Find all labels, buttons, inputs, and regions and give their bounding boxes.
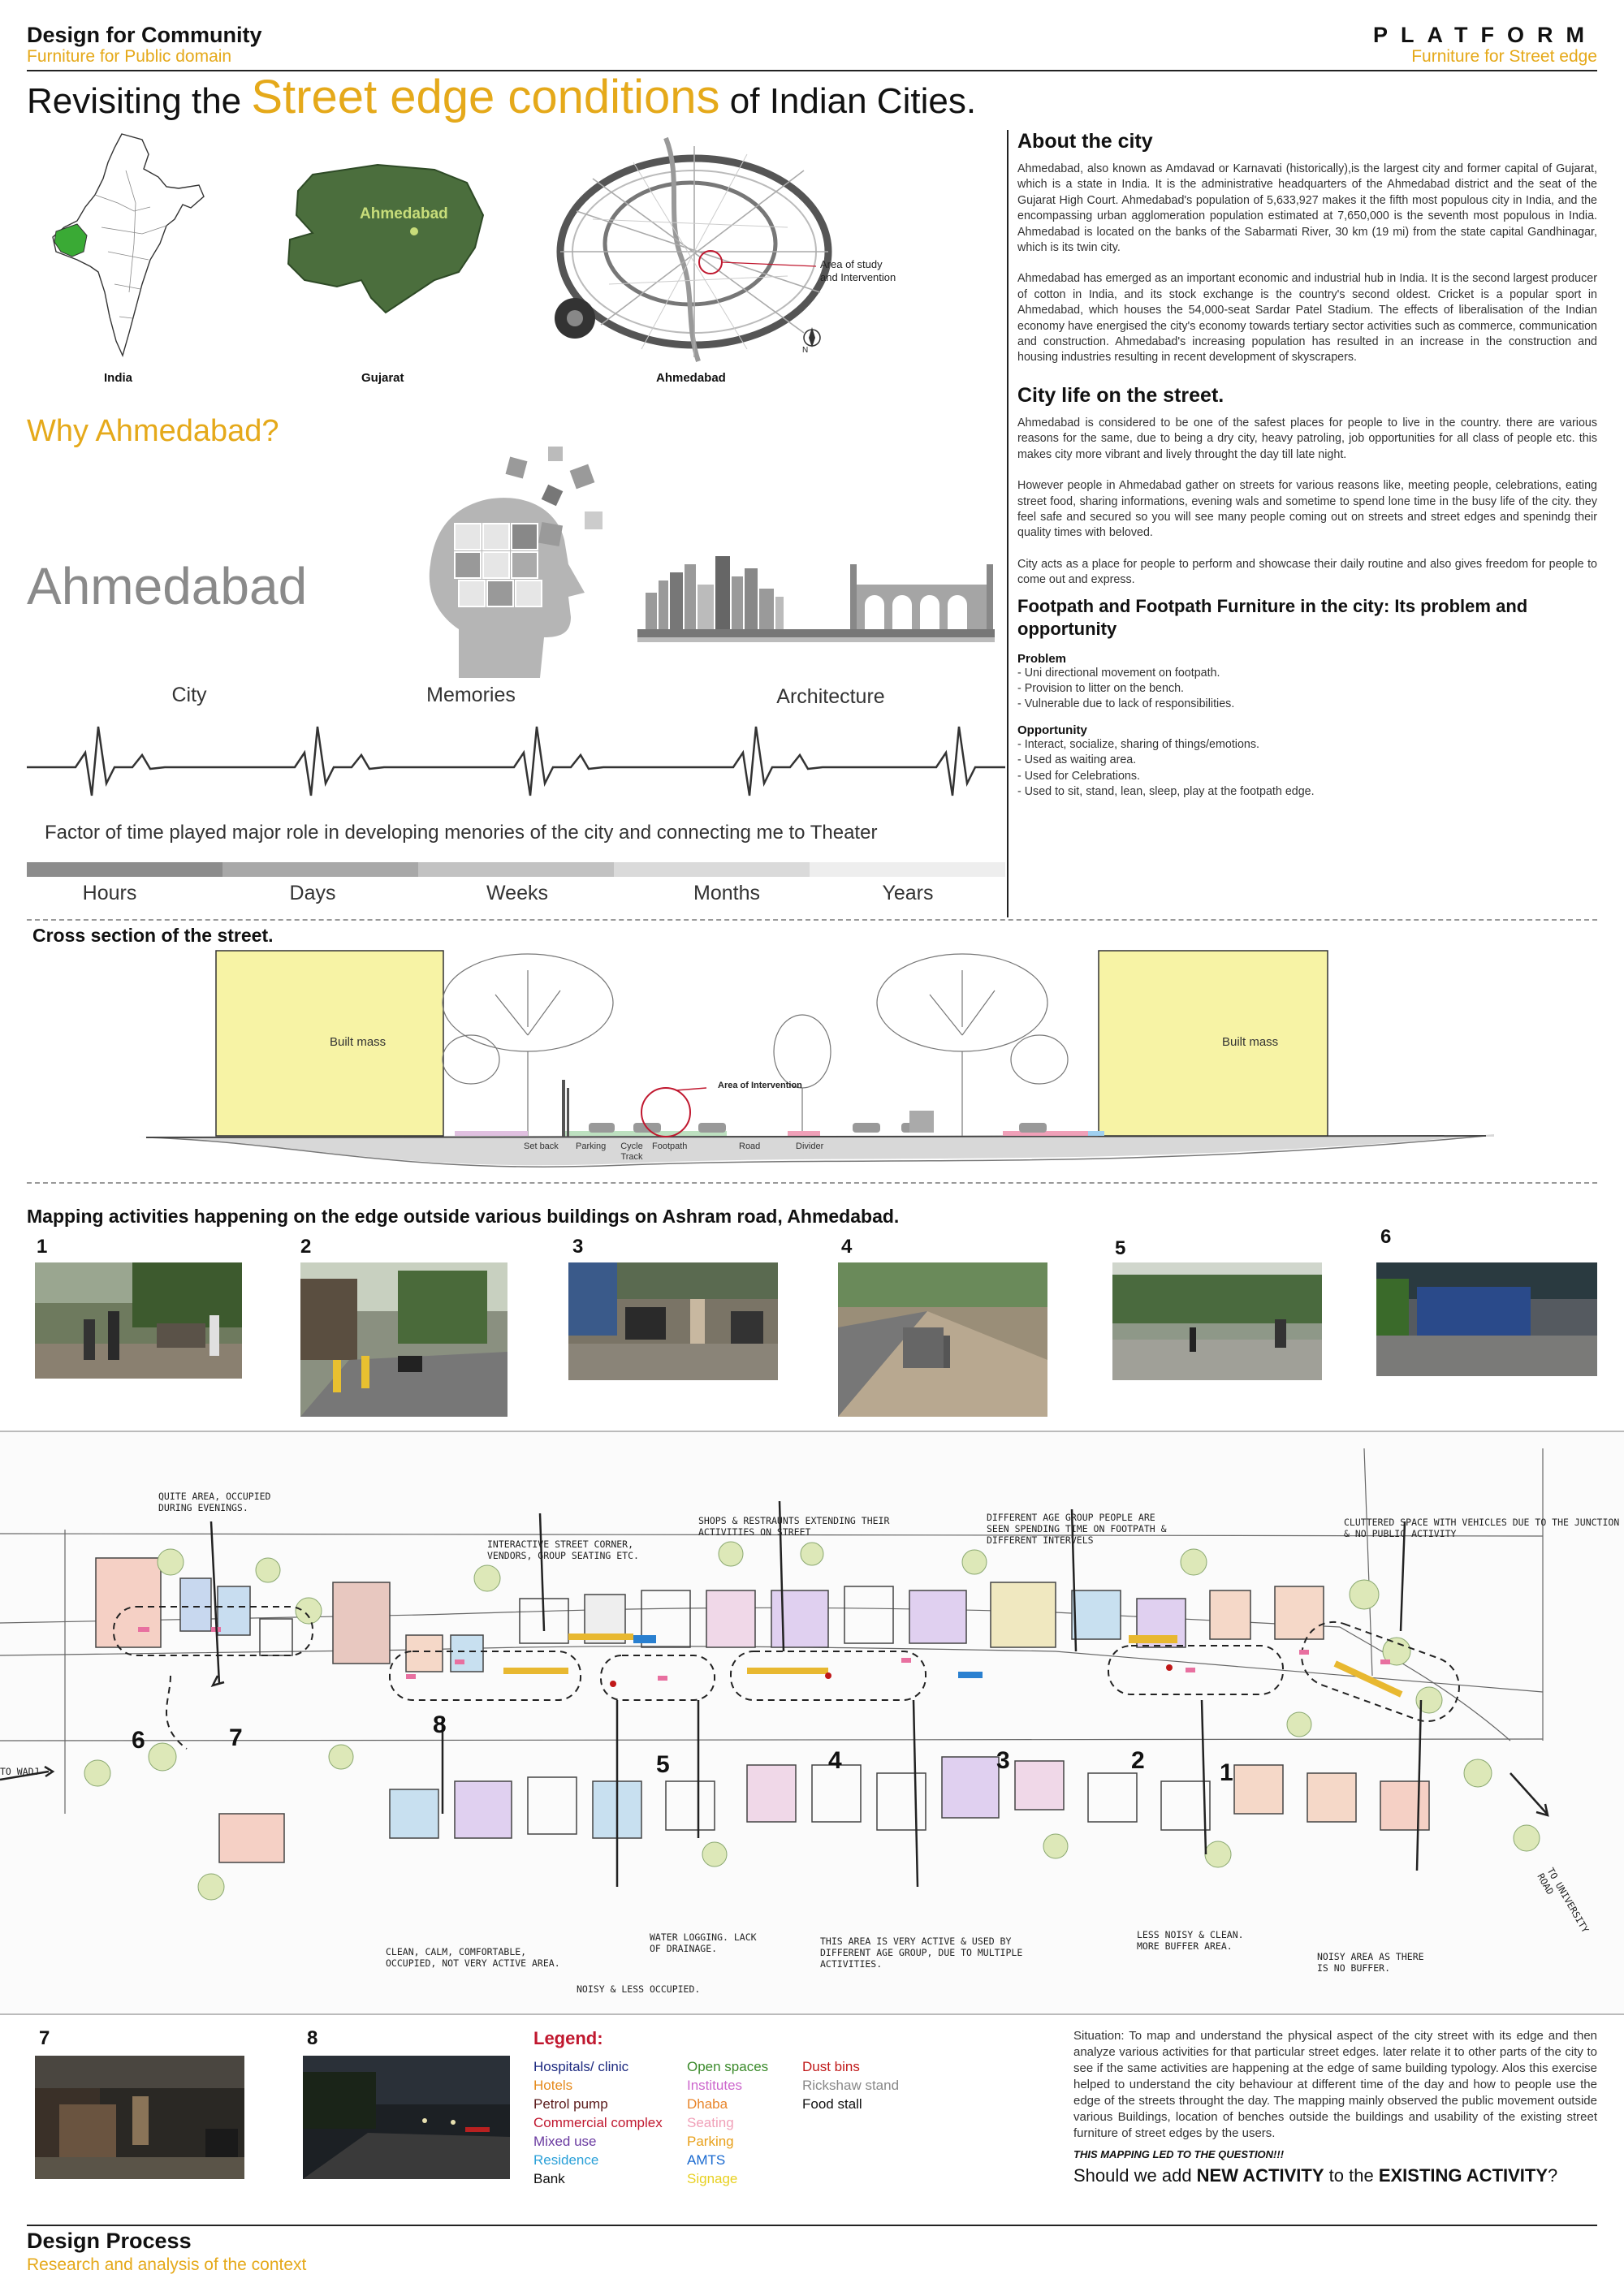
- arrow-label-university-road: TO UNIVERSITY ROAD: [1535, 1866, 1592, 1935]
- question-part-3: ?: [1548, 2165, 1558, 2186]
- header-right-subtitle: Furniture for Street edge: [1411, 47, 1597, 66]
- gujarat-map: [280, 158, 491, 321]
- legend-parking: Parking: [687, 2134, 734, 2149]
- legend-col-2: [687, 2057, 768, 2188]
- legend-open-spaces: Open spaces: [687, 2059, 769, 2074]
- problem-item-2: - Provision to litter on the bench.: [1017, 681, 1185, 695]
- photo-1: [35, 1262, 242, 1379]
- time-segment-weeks: [418, 862, 614, 877]
- legend-petrol-pump: Petrol pump: [533, 2096, 608, 2112]
- right-column: [1017, 130, 1597, 800]
- headline-post: of Indian Cities.: [729, 81, 977, 121]
- opportunity-item-2: - Used as waiting area.: [1017, 753, 1137, 767]
- question-existing-activity: EXISTING ACTIVITY: [1378, 2165, 1548, 2186]
- legend-signage: Signage: [687, 2171, 738, 2186]
- ahmedabad-map: [544, 130, 853, 365]
- headline: [27, 70, 976, 124]
- photo-number-8: 8: [307, 2027, 318, 2049]
- photo-number-1: 1: [37, 1236, 48, 1258]
- situation-text: Situation: To map and understand the physical aspect of the city street with its edge and then analyze various activities for that particular street edges. later relate it to other parts of the city to see if the same activities are happening at the edge of same building typology. Alos this exercise helped to understand the city behaviour at different time of the day and how to people use the edge of the streets throught the day. The mapping mainly observed the public movement outside various Buildings, location of benches outside the buildings and usability of the existing street furniture of street edges by the users.: [1073, 2029, 1597, 2140]
- zone-number-4: 4: [828, 1747, 842, 1774]
- mapping-title: Mapping activities happening on the edge outside various buildings on Ashram road, Ahmedabad.: [27, 1206, 900, 1227]
- legend-commercial: Commercial complex: [533, 2115, 663, 2130]
- area-of-intervention-label: Area of Intervention: [718, 1081, 802, 1090]
- legend-food-stall: Food stall: [802, 2096, 862, 2112]
- opportunity-item-3: - Used for Celebrations.: [1017, 769, 1140, 783]
- sketch-note-water-logging: WATER LOGGING. LACK OF DRAINAGE.: [650, 1931, 757, 1954]
- headline-pre: Revisiting the: [27, 81, 242, 121]
- right-column-divider: [1007, 130, 1009, 917]
- zone-number-7: 7: [229, 1724, 243, 1751]
- cross-section-drawing: [138, 946, 1494, 1169]
- problem-title: Problem: [1017, 651, 1067, 666]
- header-left-title: Design for Community: [27, 23, 262, 47]
- gujarat-city-label: Ahmedabad: [360, 205, 448, 222]
- opportunity-item-1: - Interact, socialize, sharing of things/emotions.: [1017, 737, 1259, 751]
- section-label-road: Road: [739, 1142, 761, 1151]
- photo-6: [1376, 1262, 1597, 1376]
- heartbeat-line: [27, 719, 1005, 800]
- header-left-subtitle: Furniture for Public domain: [27, 47, 232, 66]
- time-label-weeks: Weeks: [486, 882, 548, 904]
- zone-number-6: 6: [132, 1727, 145, 1754]
- built-mass-right: Built mass: [1222, 1035, 1279, 1049]
- section-label-setback: Set back: [524, 1142, 559, 1151]
- footpath-title: Footpath and Footpath Furniture in the city: Its problem and opportunity: [1017, 595, 1528, 639]
- time-label-hours: Hours: [82, 882, 137, 904]
- zone-number-2: 2: [1131, 1747, 1145, 1774]
- why-title: Why Ahmedabad?: [27, 414, 279, 448]
- footer-subtitle: Research and analysis of the context: [27, 2255, 307, 2274]
- divider-2: [27, 1182, 1597, 1184]
- legend-hospitals: Hospitals/ clinic: [533, 2059, 629, 2074]
- label-architecture: Architecture: [776, 685, 885, 708]
- opportunity-title: Opportunity: [1017, 723, 1087, 737]
- legend-seating: Seating: [687, 2115, 734, 2130]
- photo-3: [568, 1262, 778, 1380]
- situation-block: [1073, 2028, 1597, 2186]
- question-part-2: to the: [1324, 2165, 1379, 2186]
- situation-led-text: THIS MAPPING LED TO THE QUESTION!!!: [1073, 2148, 1285, 2160]
- legend-hotels: Hotels: [533, 2078, 573, 2093]
- north-label: N: [802, 346, 809, 355]
- zone-number-3: 3: [996, 1747, 1010, 1774]
- time-segment-months: [614, 862, 810, 877]
- time-label-years: Years: [882, 882, 934, 904]
- time-segment-days: [222, 862, 418, 877]
- footer-divider: [27, 2225, 1597, 2226]
- about-title: About the city: [1017, 130, 1153, 153]
- factor-of-time-text: Factor of time played major role in developing menories of the city and connecting me to Theater: [45, 822, 878, 844]
- photo-number-5: 5: [1115, 1237, 1126, 1259]
- headline-highlight: Street edge conditions: [251, 71, 720, 123]
- area-study-note-2: and Intervention: [820, 271, 896, 283]
- photo-7: [35, 2056, 244, 2179]
- city-life-paragraph-3: City acts as a place for people to perform and showcase their daily routine and also gives freedom for people to come out and express.: [1017, 557, 1597, 587]
- section-label-divider: Divider: [796, 1142, 824, 1151]
- photo-number-3: 3: [572, 1236, 584, 1258]
- sketch-note-noisy-less: NOISY & LESS OCCUPIED.: [577, 1983, 701, 1995]
- city-life-paragraph-2: However people in Ahmedabad gather on streets for various reasons like, meeting people, celebrations, eating street food, sharing informations, evening wals and sometime to spend lone time in the busy life of the city. they feel safe and secured so you will see many people coming out on streets and street edges and spenindg their quality times with beloved.: [1017, 479, 1597, 540]
- city-big-text: Ahmedabad: [27, 557, 308, 615]
- problem-item-1: - Uni directional movement on footpath.: [1017, 666, 1220, 680]
- legend-dhaba: Dhaba: [687, 2096, 728, 2112]
- divider-1: [27, 919, 1597, 921]
- photo-5: [1112, 1262, 1322, 1380]
- head-puzzle-icon: [410, 442, 621, 686]
- photo-number-7: 7: [39, 2027, 50, 2049]
- time-label-months: Months: [693, 882, 760, 904]
- section-label-cycle-track: Cycle Track: [620, 1142, 643, 1162]
- zone-number-1: 1: [1220, 1759, 1233, 1786]
- sketch-note-quiet-area: QUITE AREA, OCCUPIED DURING EVENINGS.: [158, 1491, 271, 1513]
- time-segment-hours: [27, 862, 222, 877]
- photo-4: [838, 1262, 1047, 1417]
- sketch-note-very-active: THIS AREA IS VERY ACTIVE & USED BY DIFFERENT AGE GROUP, DUE TO MULTIPLE ACTIVITIES.: [820, 1936, 1023, 1970]
- cross-section-title: Cross section of the street.: [32, 925, 274, 946]
- sketch-note-age-group: DIFFERENT AGE GROUP PEOPLE ARE SEEN SPENDING TIME ON FOOTPATH & DIFFERENT INTERVELS: [987, 1512, 1167, 1546]
- india-map: [45, 130, 207, 365]
- sketch-note-less-noisy: LESS NOISY & CLEAN. MORE BUFFER AREA.: [1137, 1929, 1244, 1952]
- problem-item-3: - Vulnerable due to lack of responsibilities.: [1017, 697, 1235, 711]
- header-right-title: PLATFORM: [1373, 23, 1597, 47]
- label-memories: Memories: [426, 684, 516, 706]
- ahmedabad-label: Ahmedabad: [656, 371, 726, 385]
- photo-number-4: 4: [841, 1236, 853, 1258]
- zone-number-8: 8: [433, 1711, 447, 1738]
- photo-2: [300, 1262, 508, 1417]
- sketch-note-interactive-corner: INTERACTIVE STREET CORNER, VENDORS, GROUP SEATING ETC.: [487, 1539, 639, 1561]
- legend-col-3: [802, 2057, 899, 2113]
- photo-8: [303, 2056, 510, 2179]
- area-study-note-1: Area of study: [820, 258, 883, 270]
- sketch-note-noisy-no-buffer: NOISY AREA AS THERE IS NO BUFFER.: [1317, 1951, 1424, 1974]
- photo-number-2: 2: [300, 1236, 312, 1258]
- time-scale-bar: [27, 862, 1005, 877]
- photo-number-6: 6: [1380, 1226, 1392, 1248]
- india-label: India: [104, 371, 133, 385]
- sketch-note-clean-calm: CLEAN, CALM, COMFORTABLE, OCCUPIED, NOT VERY ACTIVE AREA.: [386, 1946, 560, 1969]
- footer-title: Design Process: [27, 2229, 192, 2253]
- gujarat-label: Gujarat: [361, 371, 404, 385]
- time-label-days: Days: [289, 882, 336, 904]
- legend-bank: Bank: [533, 2171, 565, 2186]
- section-label-parking: Parking: [576, 1142, 607, 1151]
- time-segment-years: [810, 862, 1005, 877]
- label-city: City: [171, 684, 207, 706]
- opportunity-item-4: - Used to sit, stand, lean, sleep, play at the footpath edge.: [1017, 784, 1315, 798]
- legend-residence: Residence: [533, 2152, 599, 2168]
- situation-question: [1073, 2165, 1597, 2186]
- built-mass-left: Built mass: [330, 1035, 387, 1049]
- legend-title: Legend:: [533, 2028, 603, 2048]
- zone-number-5: 5: [656, 1751, 670, 1778]
- city-life-paragraph-1: Ahmedabad is considered to be one of the safest places for people to live in the country. there are various reasons for the same, due to being a dry city, heavy patroling, job opportunities for all class of people etc. this makes city more vibrant and lively throught the day till late night.: [1017, 416, 1597, 461]
- section-label-footpath: Footpath: [652, 1142, 688, 1151]
- legend-dust-bins: Dust bins: [802, 2059, 860, 2074]
- question-part-1: Should we add: [1073, 2165, 1197, 2186]
- legend-amts: AMTS: [687, 2152, 726, 2168]
- legend-rickshaw-stand: Rickshaw stand: [802, 2078, 900, 2093]
- sketch-note-cluttered: CLUTTERED SPACE WITH VEHICLES DUE TO THE JUNCTION & NO PUBLIC ACTIVITY: [1344, 1517, 1620, 1539]
- about-paragraph-1: Ahmedabad, also known as Amdavad or Karnavati (historically),is the largest city and former capital of Gujarat, which is a state in India. It is the administrative headquarters of the Ahmedabad district and the seat of the Gujarat High Court. Ahmedabad's population of 5,633,927 makes it the fifth most populous city in India, and the encompassing urban agglomeration population estimated at 7,650,000 is the seventh most populous in India. Ahmedabad is located on the banks of the Sabarmati River, 30 km (19 mi) from the state capital Gandhinagar, which is its twin city.: [1017, 162, 1597, 255]
- legend-mixed-use: Mixed use: [533, 2134, 597, 2149]
- about-paragraph-2: Ahmedabad has emerged as an important economic and industrial hub in India. It is the second largest producer of cotton in India, and its stock exchange is the country's second oldest. Cricket is a popular sport in Ahmedabad, which houses the 54,000-seat Sardar Patel Stadium. The effects of liberalisation of the Indian economy have energised the city's economy towards tertiary sector activities such as commerce, communication and construction. Ahmedabad's increasing population has resulted in an increase in the construction and housing industries resulting in recent development of skyscrapers.: [1017, 272, 1597, 365]
- sketch-note-shops: SHOPS & RESTRAUNTS EXTENDING THEIR ACTIVITIES ON STREET: [698, 1515, 890, 1538]
- legend-institutes: Institutes: [687, 2078, 743, 2093]
- city-life-title: City life on the street.: [1017, 383, 1224, 407]
- question-new-activity: NEW ACTIVITY: [1196, 2165, 1324, 2186]
- arrow-label-west: TO WADJ: [0, 1766, 40, 1777]
- legend-col-1: [533, 2057, 663, 2188]
- architecture-skyline: [637, 528, 995, 645]
